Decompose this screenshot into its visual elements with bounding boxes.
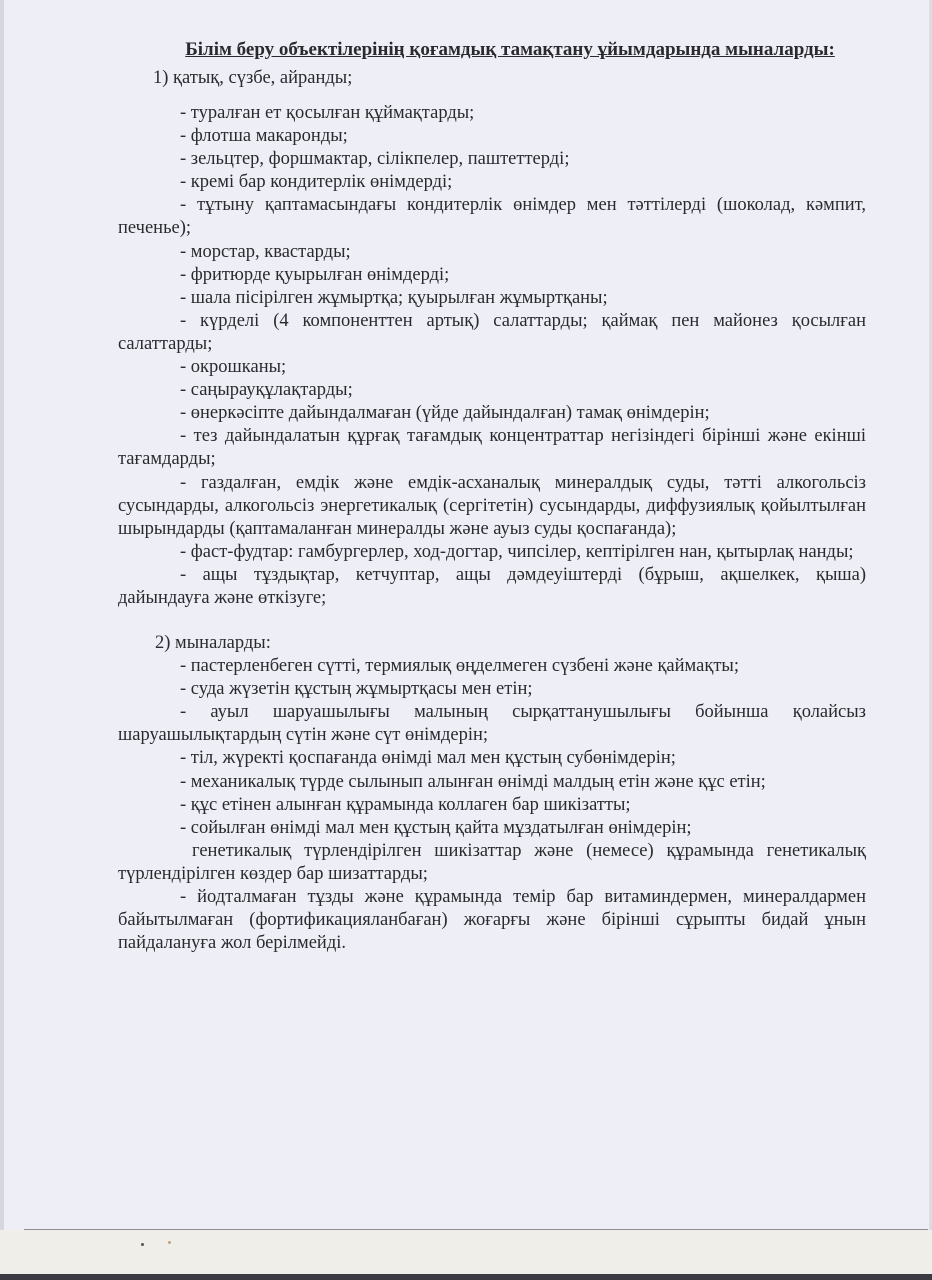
page-edge-left	[0, 0, 4, 1280]
list-item: - тез дайындалатын құрғақ тағамдық концентраттар негізіндегі бірінші және екінші тағамдарды;	[118, 426, 866, 470]
list-item: - морстар, квастарды;	[180, 241, 351, 262]
list-item: - өнеркәсіпте дайындалмаған (үйде дайындалған) тамақ өнімдерін;	[180, 403, 710, 424]
list-item: - фаст-фудтар: гамбургерлер, ход-догтар, чипсілер, кептірілген нан, қытырлақ нанды;	[180, 541, 854, 562]
list-item: - кремі бар кондитерлік өнімдерді;	[180, 172, 453, 193]
section-1-list	[118, 102, 866, 610]
list-item: - ауыл шаруашылығы малының сырқаттанушылығы бойынша қолайсыз шаруашылықтардың сүтін және сүт өнімдерін;	[118, 702, 866, 746]
list-item: - тұтыну қаптамасындағы кондитерлік өнімдер мен тәттілерді (шоколад, кәмпит, печенье);	[118, 195, 866, 239]
list-item: - пастерленбеген сүтті, термиялық өңделмеген сүзбені және қаймақты;	[180, 656, 739, 677]
list-item: - құс етінен алынған құрамында коллаген бар шикізатты;	[180, 794, 631, 815]
list-item: - газдалған, емдік және емдік-асханалық минералдық суды, тәтті алкогольсіз сусындарды, алкогольсіз энергетикалық (сергітетін) сусындарды, диффузиялық қойылтылған шырындарды (қаптамаланған минералды және ауыз суды қоспағанда);	[118, 472, 866, 539]
list-item: - күрделі (4 компоненттен артық) салаттарды; қаймақ пен майонез қосылған салаттарды;	[118, 310, 866, 354]
scan-page-edge-line	[24, 1229, 928, 1230]
scan-speck	[141, 1243, 144, 1246]
section-1-heading: 1) қатық, сүзбе, айранды;	[153, 68, 353, 88]
document-title: Білім беру объектілерінің қоғамдық тамақтану ұйымдарында мыналарды:	[185, 39, 835, 60]
document-body	[118, 38, 866, 955]
list-item: - ащы тұздықтар, кетчуптар, ащы дәмдеуіштерді (бұрыш, ақшелкек, қыша) дайындауға және өткізуге;	[118, 564, 866, 608]
list-item: - йодталмаған тұзды және құрамында темір бар витаминдермен, минералдармен байытылмаған (фортификацияланбаған) жоғарғы және бірінші сұрыпты бидай ұнын пайдалануға жол берілмейді.	[118, 887, 866, 954]
list-item: - суда жүзетін құстың жұмыртқасы мен етін;	[180, 679, 533, 700]
list-item: - тіл, жүректі қоспағанда өнімді мал мен құстың субөнімдерін;	[180, 748, 676, 769]
scan-bottom-edge	[0, 1274, 932, 1280]
list-item: - фритюрде қуырылған өнімдерді;	[180, 264, 450, 285]
list-item: - зельцтер, форшмактар, сілікпелер, паштеттерді;	[180, 149, 570, 170]
list-item: - окрошканы;	[180, 357, 287, 378]
scan-lower-strip	[0, 1230, 932, 1280]
list-item: генетикалық түрлендірілген шикізаттар және (немесе) құрамында генетикалық түрлендірілген көздер бар шизаттарды;	[118, 840, 866, 884]
list-item: - шала пісірілген жұмыртқа; қуырылған жұмыртқаны;	[180, 287, 608, 308]
list-item: - туралған ет қосылған құймақтарды;	[180, 103, 475, 123]
list-item: - саңырауқұлақтарды;	[180, 380, 353, 401]
section-2-heading: 2) мыналарды:	[155, 633, 271, 654]
scan-speck	[168, 1241, 171, 1244]
list-item: - флотша макаронды;	[180, 126, 348, 147]
list-item: - механикалық түрде сылынып алынған өнімді малдың етін және құс етін;	[180, 771, 766, 792]
list-item: - сойылған өнімді мал мен құстың қайта мұздатылған өнімдерін;	[180, 817, 692, 838]
section-2-list	[118, 655, 866, 955]
